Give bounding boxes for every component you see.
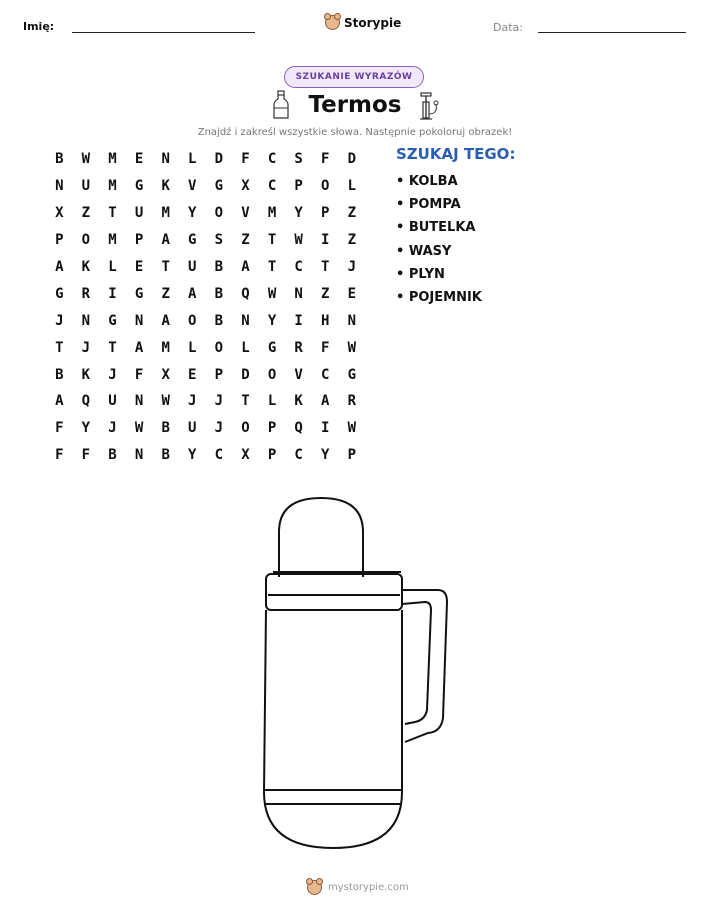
grid-letter[interactable]: W [267, 285, 277, 302]
grid-row [46, 173, 365, 200]
grid-letter[interactable]: J [188, 393, 197, 410]
grid-letter[interactable]: U [134, 205, 144, 222]
grid-letter[interactable]: A [55, 259, 64, 275]
grid-row [46, 254, 365, 281]
grid-letter[interactable]: N [241, 312, 250, 329]
grid-letter[interactable]: K [81, 366, 91, 383]
grid-letter[interactable]: Y [188, 447, 197, 464]
grid-letter[interactable]: S [214, 232, 224, 249]
grid-letter[interactable]: P [294, 178, 303, 195]
grid-letter[interactable]: V [241, 205, 250, 222]
grid-row [46, 307, 365, 334]
grid-letter[interactable]: O [81, 232, 91, 249]
grid-row [46, 388, 365, 415]
grid-letter[interactable]: L [188, 151, 197, 168]
grid-row [46, 200, 365, 227]
grid-letter[interactable]: C [214, 447, 224, 464]
grid-letter[interactable]: O [267, 366, 277, 383]
grid-letter[interactable]: G [108, 312, 117, 329]
grid-letter[interactable]: T [108, 339, 117, 356]
grid-letter[interactable]: V [294, 366, 303, 383]
grid-letter[interactable]: A [188, 285, 197, 302]
grid-letter[interactable]: Z [161, 285, 170, 302]
date-label: Data: [493, 21, 523, 34]
grid-letter[interactable]: G [134, 178, 144, 195]
grid-letter[interactable]: L [267, 393, 277, 410]
grid-letter[interactable]: I [321, 420, 330, 437]
grid-row [46, 415, 365, 442]
bear-icon [307, 880, 322, 895]
grid-row [46, 361, 365, 388]
grid-letter[interactable]: I [321, 232, 330, 249]
grid-letter[interactable]: V [188, 178, 197, 195]
grid-letter[interactable]: M [161, 339, 170, 356]
grid-letter[interactable]: B [214, 285, 224, 302]
grid-letter[interactable]: U [81, 178, 91, 195]
grid-letter[interactable]: C [294, 259, 303, 275]
grid-letter[interactable]: N [161, 151, 170, 168]
grid-letter[interactable]: O [241, 420, 250, 437]
grid-letter[interactable]: O [188, 312, 197, 329]
grid-letter[interactable]: B [161, 420, 170, 437]
grid-letter[interactable]: N [134, 447, 144, 464]
grid-letter[interactable]: Z [81, 205, 91, 222]
grid-letter[interactable]: W [347, 339, 357, 356]
grid-letter[interactable]: M [108, 232, 117, 249]
grid-letter[interactable]: N [294, 285, 303, 302]
grid-letter[interactable]: K [294, 393, 303, 410]
grid-letter[interactable]: P [55, 232, 64, 249]
grid-letter[interactable]: G [188, 232, 197, 249]
grid-letter[interactable]: P [321, 205, 330, 222]
bottle-icon [272, 90, 290, 120]
grid-letter[interactable]: K [81, 259, 91, 275]
word-list-title: SZUKAJ TEGO: [396, 145, 516, 163]
grid-letter[interactable]: Y [81, 420, 91, 437]
grid-letter[interactable]: E [347, 285, 357, 302]
grid-letter[interactable]: Y [188, 205, 197, 222]
grid-letter[interactable]: W [161, 393, 170, 410]
grid-letter[interactable]: F [81, 447, 91, 464]
grid-letter[interactable]: T [267, 259, 277, 275]
grid-row [46, 334, 365, 361]
word-list [396, 170, 482, 309]
grid-letter[interactable]: X [241, 447, 250, 464]
grid-letter[interactable]: T [241, 393, 250, 410]
grid-row [46, 442, 365, 469]
grid-letter[interactable]: L [347, 178, 357, 195]
grid-letter[interactable]: U [188, 259, 197, 275]
grid-letter[interactable]: W [134, 420, 144, 437]
grid-letter[interactable]: D [241, 366, 250, 383]
word-list-item: • KOLBA [396, 174, 458, 189]
grid-letter[interactable]: U [188, 420, 197, 437]
pump-icon [418, 92, 442, 122]
grid-letter[interactable]: M [267, 205, 277, 222]
grid-letter[interactable]: M [108, 151, 117, 168]
grid-letter[interactable]: N [55, 178, 64, 195]
grid-letter[interactable]: C [321, 366, 330, 383]
grid-letter[interactable]: T [108, 205, 117, 222]
grid-letter[interactable]: G [55, 285, 64, 302]
grid-letter[interactable]: L [108, 259, 117, 275]
grid-letter[interactable]: A [161, 312, 170, 329]
grid-letter[interactable]: G [347, 366, 357, 383]
grid-letter[interactable]: J [347, 259, 357, 275]
grid-letter[interactable]: A [134, 339, 144, 356]
grid-letter[interactable]: W [294, 232, 303, 249]
grid-row [46, 146, 365, 173]
grid-letter[interactable]: P [214, 366, 224, 383]
grid-letter[interactable]: F [321, 151, 330, 168]
instructions: Znajdź i zakreśl wszystkie słowa. Następnie pokoloruj obrazek! [197, 127, 513, 138]
grid-letter[interactable]: O [321, 178, 330, 195]
letter-grid [46, 146, 365, 469]
footer [307, 880, 409, 895]
grid-letter[interactable]: E [134, 259, 144, 275]
grid-letter[interactable]: J [108, 366, 117, 383]
grid-letter[interactable]: E [188, 366, 197, 383]
grid-letter[interactable]: R [81, 285, 91, 302]
grid-letter[interactable]: C [267, 151, 277, 168]
grid-letter[interactable]: K [161, 178, 170, 195]
grid-letter[interactable]: W [81, 151, 91, 168]
grid-letter[interactable]: T [161, 259, 170, 275]
word-list-item: • PLYN [396, 266, 445, 282]
brand-name: Storypie [344, 15, 402, 30]
grid-letter[interactable]: M [161, 205, 170, 222]
grid-letter[interactable]: F [134, 366, 144, 383]
grid-letter[interactable]: G [267, 339, 277, 356]
activity-badge: SZUKANIE WYRAZÓW [284, 66, 424, 88]
grid-letter[interactable]: H [321, 312, 330, 329]
grid-row [46, 280, 365, 307]
grid-letter[interactable]: A [321, 393, 330, 410]
grid-letter[interactable]: N [134, 393, 144, 410]
grid-letter[interactable]: J [108, 420, 117, 437]
grid-letter[interactable]: B [55, 366, 64, 383]
grid-letter[interactable]: C [267, 178, 277, 195]
grid-letter[interactable]: W [347, 420, 357, 437]
grid-letter[interactable]: F [55, 447, 64, 464]
grid-letter[interactable]: Q [81, 393, 91, 410]
grid-letter[interactable]: G [134, 285, 144, 302]
page-title: Termos [308, 92, 402, 118]
grid-letter[interactable]: I [108, 285, 117, 302]
grid-letter[interactable]: P [347, 447, 357, 464]
grid-letter[interactable]: X [55, 205, 64, 222]
grid-letter[interactable]: P [267, 420, 277, 437]
grid-letter[interactable]: N [134, 312, 144, 329]
footer-url[interactable]: mystorypie.com [328, 882, 409, 893]
grid-letter[interactable]: B [55, 151, 64, 168]
grid-letter[interactable]: A [241, 259, 250, 275]
word-list-item: • POJEMNIK [396, 289, 482, 305]
word-list-item: • POMPA [396, 197, 461, 213]
brand-logo [325, 15, 401, 30]
grid-letter[interactable]: O [214, 339, 224, 356]
grid-letter[interactable]: B [161, 447, 170, 464]
grid-letter[interactable]: S [294, 151, 303, 168]
word-list-item: • BUTELKA [396, 220, 476, 236]
grid-letter[interactable]: Z [347, 205, 357, 222]
grid-letter[interactable]: A [161, 232, 170, 249]
grid-letter[interactable]: Y [267, 312, 277, 329]
grid-letter[interactable]: F [241, 151, 250, 168]
grid-letter[interactable]: R [294, 339, 303, 356]
grid-letter[interactable]: X [161, 366, 170, 383]
grid-letter[interactable]: T [55, 339, 64, 356]
grid-letter[interactable]: B [214, 312, 224, 329]
grid-letter[interactable]: U [108, 393, 117, 410]
grid-letter[interactable]: N [81, 312, 91, 329]
grid-letter[interactable]: Y [321, 447, 330, 464]
grid-letter[interactable]: D [347, 151, 357, 168]
grid-letter[interactable]: T [321, 259, 330, 275]
grid-letter[interactable]: P [134, 232, 144, 249]
grid-letter[interactable]: Z [347, 232, 357, 249]
grid-letter[interactable]: Q [241, 285, 250, 302]
grid-row [46, 227, 365, 254]
name-line[interactable] [72, 32, 255, 33]
grid-letter[interactable]: X [241, 178, 250, 195]
grid-letter[interactable]: J [214, 393, 224, 410]
bear-icon [325, 15, 340, 30]
grid-letter[interactable]: Q [294, 420, 303, 437]
grid-letter[interactable]: Z [241, 232, 250, 249]
grid-letter[interactable]: L [188, 339, 197, 356]
grid-letter[interactable]: I [294, 312, 303, 329]
grid-letter[interactable]: B [214, 259, 224, 275]
grid-letter[interactable]: A [55, 393, 64, 410]
grid-letter[interactable]: C [294, 447, 303, 464]
thermos-illustration [255, 492, 455, 852]
grid-letter[interactable]: R [347, 393, 357, 410]
grid-letter[interactable]: D [214, 151, 224, 168]
name-label: Imię: [23, 20, 55, 33]
grid-letter[interactable]: J [214, 420, 224, 437]
grid-letter[interactable]: F [321, 339, 330, 356]
grid-letter[interactable]: P [267, 447, 277, 464]
grid-letter[interactable]: B [108, 447, 117, 464]
grid-letter[interactable]: M [108, 178, 117, 195]
grid-letter[interactable]: E [134, 151, 144, 168]
grid-letter[interactable]: J [55, 312, 64, 329]
word-list-item: • WASY [396, 243, 452, 259]
grid-letter[interactable]: Y [294, 205, 303, 222]
grid-letter[interactable]: N [347, 312, 357, 329]
grid-letter[interactable]: L [241, 339, 250, 356]
grid-letter[interactable]: O [214, 205, 224, 222]
grid-letter[interactable]: Z [321, 285, 330, 302]
grid-letter[interactable]: F [55, 420, 64, 437]
date-line[interactable] [538, 32, 686, 33]
grid-letter[interactable]: J [81, 339, 91, 356]
grid-letter[interactable]: G [214, 178, 224, 195]
grid-letter[interactable]: T [267, 232, 277, 249]
